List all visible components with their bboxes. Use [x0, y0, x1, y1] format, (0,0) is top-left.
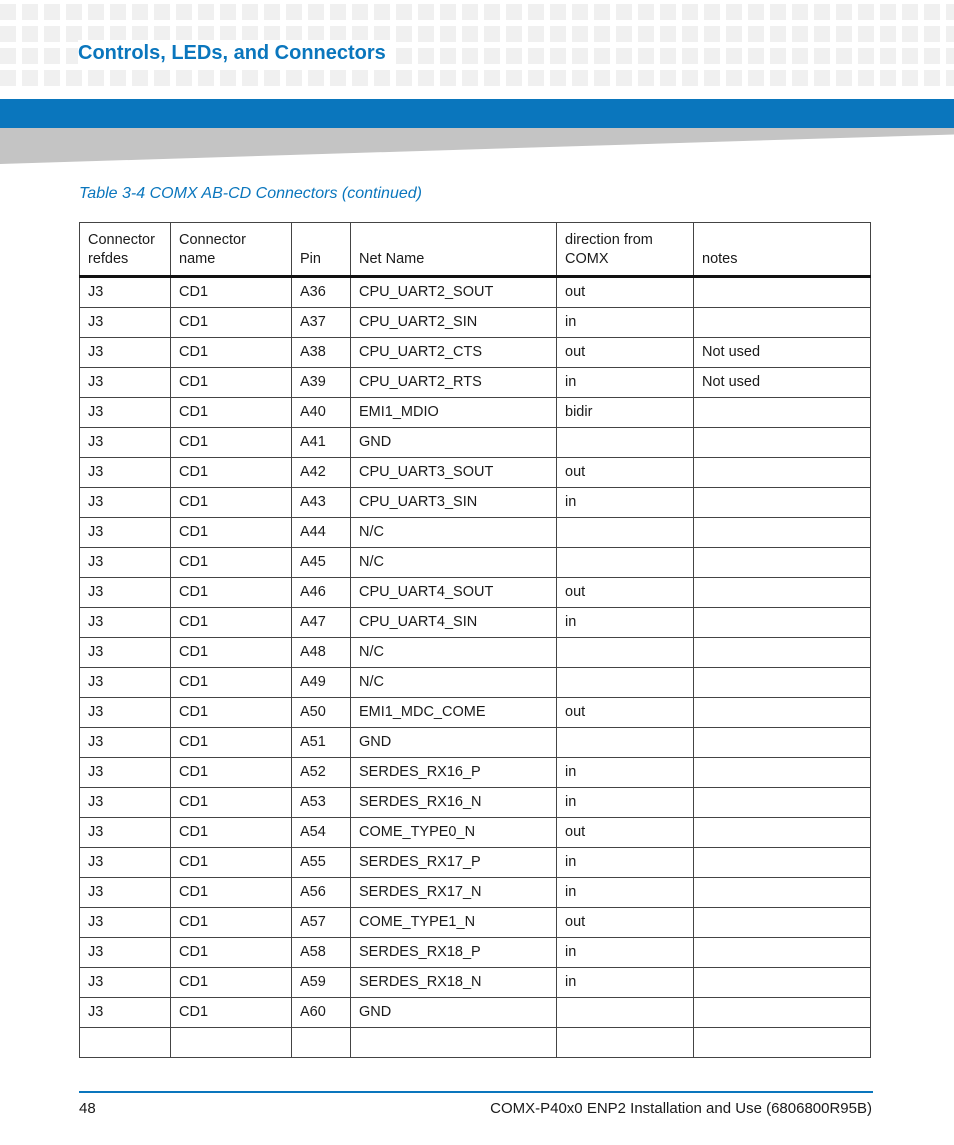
cell-refdes: J3 — [80, 938, 171, 968]
cell-direction — [557, 518, 694, 548]
cell-direction: in — [557, 788, 694, 818]
cell-net-name: CPU_UART4_SOUT — [351, 578, 557, 608]
cell-refdes: J3 — [80, 428, 171, 458]
cell-connector-name: CD1 — [171, 938, 292, 968]
cell-direction — [557, 638, 694, 668]
cell-direction: bidir — [557, 398, 694, 428]
table-row — [80, 668, 871, 698]
cell-pin: A50 — [292, 698, 351, 728]
cell-connector-name: CD1 — [171, 578, 292, 608]
cell-refdes: J3 — [80, 488, 171, 518]
cell-net-name: CPU_UART2_RTS — [351, 368, 557, 398]
cell-direction: out — [557, 818, 694, 848]
table-row — [80, 277, 871, 308]
table-header-row — [80, 223, 871, 277]
cell-pin: A58 — [292, 938, 351, 968]
cell-connector-name: CD1 — [171, 698, 292, 728]
cell-notes — [694, 698, 871, 728]
cell-refdes: J3 — [80, 908, 171, 938]
cell-notes — [694, 428, 871, 458]
table-row — [80, 368, 871, 398]
cell-direction: in — [557, 608, 694, 638]
cell-direction — [557, 428, 694, 458]
table-row — [80, 998, 871, 1028]
cell-direction: out — [557, 698, 694, 728]
cell-connector-name: CD1 — [171, 518, 292, 548]
cell-net-name: CPU_UART2_SIN — [351, 308, 557, 338]
cell-direction: in — [557, 938, 694, 968]
table-row — [80, 308, 871, 338]
table-row — [80, 488, 871, 518]
cell-net-name: GND — [351, 428, 557, 458]
cell-connector-name: CD1 — [171, 668, 292, 698]
cell-notes — [694, 878, 871, 908]
cell-notes: Not used — [694, 338, 871, 368]
column-header-connector-name: Connector name — [171, 223, 292, 277]
cell-notes — [694, 758, 871, 788]
table-row — [80, 968, 871, 998]
table-row — [80, 608, 871, 638]
cell-notes — [694, 998, 871, 1028]
cell-connector-name: CD1 — [171, 338, 292, 368]
cell-notes — [694, 578, 871, 608]
column-header-net-name: Net Name — [351, 223, 557, 277]
cell-pin: A59 — [292, 968, 351, 998]
cell-notes — [694, 458, 871, 488]
cell-pin: A44 — [292, 518, 351, 548]
cell-direction: in — [557, 488, 694, 518]
cell-direction — [557, 728, 694, 758]
cell-direction: out — [557, 578, 694, 608]
header-blue-band — [0, 99, 954, 128]
cell-connector-name: CD1 — [171, 878, 292, 908]
cell-connector-name: CD1 — [171, 998, 292, 1028]
cell-refdes: J3 — [80, 968, 171, 998]
table-row — [80, 818, 871, 848]
cell-direction: in — [557, 368, 694, 398]
cell-refdes: J3 — [80, 398, 171, 428]
cell-notes — [694, 518, 871, 548]
cell-pin: A53 — [292, 788, 351, 818]
cell-direction: in — [557, 878, 694, 908]
cell-refdes: J3 — [80, 818, 171, 848]
cell-pin: A55 — [292, 848, 351, 878]
cell-connector-name: CD1 — [171, 758, 292, 788]
cell-refdes: J3 — [80, 518, 171, 548]
cell-pin: A52 — [292, 758, 351, 788]
cell-pin: A41 — [292, 428, 351, 458]
cell-refdes: J3 — [80, 308, 171, 338]
section-title: Controls, LEDs, and Connectors — [78, 40, 390, 67]
cell-direction: in — [557, 848, 694, 878]
cell-pin: A54 — [292, 818, 351, 848]
cell-connector-name: CD1 — [171, 638, 292, 668]
cell-net-name: COME_TYPE1_N — [351, 908, 557, 938]
cell-net-name: CPU_UART4_SIN — [351, 608, 557, 638]
cell-net-name: N/C — [351, 518, 557, 548]
cell-net-name: CPU_UART2_CTS — [351, 338, 557, 368]
cell-direction — [557, 998, 694, 1028]
cell-notes — [694, 728, 871, 758]
cell-connector-name: CD1 — [171, 728, 292, 758]
cell-pin: A60 — [292, 998, 351, 1028]
cell-notes — [694, 488, 871, 518]
cell-notes — [694, 848, 871, 878]
cell-refdes: J3 — [80, 608, 171, 638]
cell-refdes: J3 — [80, 277, 171, 308]
cell-connector-name: CD1 — [171, 308, 292, 338]
cell-refdes: J3 — [80, 878, 171, 908]
cell-connector-name: CD1 — [171, 968, 292, 998]
table-row — [80, 638, 871, 668]
cell-pin: A37 — [292, 308, 351, 338]
cell-pin: A42 — [292, 458, 351, 488]
cell-net-name: GND — [351, 728, 557, 758]
cell-net-name: EMI1_MDC_COME — [351, 698, 557, 728]
cell-notes — [694, 608, 871, 638]
cell-connector-name: CD1 — [171, 548, 292, 578]
connector-table — [79, 222, 871, 1058]
cell-pin: A48 — [292, 638, 351, 668]
cell-refdes: J3 — [80, 668, 171, 698]
cell-notes — [694, 308, 871, 338]
column-header-pin: Pin — [292, 223, 351, 277]
cell-connector-name: CD1 — [171, 428, 292, 458]
table-caption: Table 3-4 COMX AB-CD Connectors (continued) — [79, 185, 422, 202]
cell-refdes: J3 — [80, 728, 171, 758]
cell-pin: A47 — [292, 608, 351, 638]
cell-notes — [694, 277, 871, 308]
table-row — [80, 338, 871, 368]
cell-net-name: CPU_UART3_SIN — [351, 488, 557, 518]
cell-net-name: SERDES_RX17_P — [351, 848, 557, 878]
cell-pin — [292, 1028, 351, 1058]
header-gray-wedge — [0, 128, 954, 164]
cell-refdes: J3 — [80, 638, 171, 668]
document-title: COMX-P40x0 ENP2 Installation and Use (6806800R95B) — [490, 1100, 872, 1117]
cell-net-name: SERDES_RX17_N — [351, 878, 557, 908]
cell-notes — [694, 938, 871, 968]
cell-refdes: J3 — [80, 848, 171, 878]
cell-pin: A56 — [292, 878, 351, 908]
cell-net-name: SERDES_RX16_P — [351, 758, 557, 788]
cell-notes — [694, 788, 871, 818]
cell-direction — [557, 548, 694, 578]
table-row — [80, 428, 871, 458]
cell-net-name: N/C — [351, 548, 557, 578]
cell-connector-name: CD1 — [171, 488, 292, 518]
cell-connector-name: CD1 — [171, 277, 292, 308]
cell-notes — [694, 638, 871, 668]
cell-pin: A46 — [292, 578, 351, 608]
table-row — [80, 548, 871, 578]
cell-direction — [557, 1028, 694, 1058]
table-row — [80, 908, 871, 938]
cell-direction — [557, 668, 694, 698]
cell-pin: A49 — [292, 668, 351, 698]
cell-notes — [694, 1028, 871, 1058]
cell-net-name: GND — [351, 998, 557, 1028]
column-header-direction: direction from COMX — [557, 223, 694, 277]
cell-net-name: CPU_UART3_SOUT — [351, 458, 557, 488]
cell-net-name: SERDES_RX16_N — [351, 788, 557, 818]
table-row — [80, 758, 871, 788]
cell-refdes: J3 — [80, 788, 171, 818]
cell-direction: in — [557, 758, 694, 788]
cell-net-name: N/C — [351, 668, 557, 698]
table-row — [80, 728, 871, 758]
table-row — [80, 698, 871, 728]
cell-net-name: SERDES_RX18_N — [351, 968, 557, 998]
cell-net-name: EMI1_MDIO — [351, 398, 557, 428]
table-row — [80, 458, 871, 488]
cell-notes — [694, 908, 871, 938]
cell-direction: out — [557, 908, 694, 938]
cell-connector-name: CD1 — [171, 788, 292, 818]
column-header-connector-refdes: Connector refdes — [80, 223, 171, 277]
page-number: 48 — [79, 1100, 96, 1117]
cell-pin: A38 — [292, 338, 351, 368]
cell-pin: A39 — [292, 368, 351, 398]
cell-pin: A57 — [292, 908, 351, 938]
cell-refdes: J3 — [80, 698, 171, 728]
table-row — [80, 398, 871, 428]
table-body — [80, 277, 871, 1058]
cell-pin: A45 — [292, 548, 351, 578]
cell-net-name: CPU_UART2_SOUT — [351, 277, 557, 308]
cell-net-name — [351, 1028, 557, 1058]
cell-notes — [694, 818, 871, 848]
cell-pin: A43 — [292, 488, 351, 518]
column-header-notes: notes — [694, 223, 871, 277]
cell-refdes: J3 — [80, 758, 171, 788]
table-row — [80, 938, 871, 968]
table-row — [80, 848, 871, 878]
cell-notes: Not used — [694, 368, 871, 398]
table-row — [80, 878, 871, 908]
cell-notes — [694, 548, 871, 578]
cell-refdes: J3 — [80, 368, 171, 398]
cell-direction: out — [557, 458, 694, 488]
cell-net-name: COME_TYPE0_N — [351, 818, 557, 848]
table-row — [80, 518, 871, 548]
cell-connector-name: CD1 — [171, 398, 292, 428]
cell-connector-name: CD1 — [171, 368, 292, 398]
cell-notes — [694, 668, 871, 698]
cell-pin: A40 — [292, 398, 351, 428]
cell-refdes: J3 — [80, 548, 171, 578]
table-row — [80, 1028, 871, 1058]
cell-refdes — [80, 1028, 171, 1058]
cell-connector-name: CD1 — [171, 818, 292, 848]
cell-refdes: J3 — [80, 458, 171, 488]
cell-refdes: J3 — [80, 338, 171, 368]
table-row — [80, 788, 871, 818]
cell-notes — [694, 398, 871, 428]
cell-direction: in — [557, 968, 694, 998]
cell-connector-name: CD1 — [171, 848, 292, 878]
cell-direction: out — [557, 277, 694, 308]
cell-direction: in — [557, 308, 694, 338]
cell-notes — [694, 968, 871, 998]
table-row — [80, 578, 871, 608]
cell-refdes: J3 — [80, 578, 171, 608]
cell-connector-name: CD1 — [171, 608, 292, 638]
cell-connector-name: CD1 — [171, 458, 292, 488]
footer-rule — [79, 1091, 873, 1093]
cell-pin: A51 — [292, 728, 351, 758]
cell-connector-name: CD1 — [171, 908, 292, 938]
cell-connector-name — [171, 1028, 292, 1058]
cell-net-name: SERDES_RX18_P — [351, 938, 557, 968]
cell-direction: out — [557, 338, 694, 368]
cell-refdes: J3 — [80, 998, 171, 1028]
cell-pin: A36 — [292, 277, 351, 308]
cell-net-name: N/C — [351, 638, 557, 668]
